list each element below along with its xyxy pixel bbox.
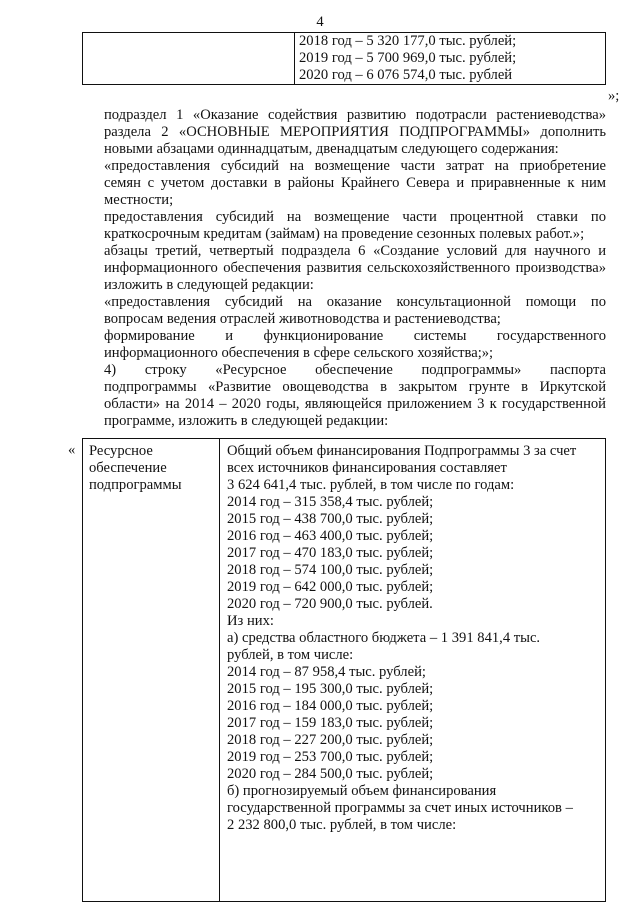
opening-quote-mark: «: [68, 442, 76, 458]
text-line: «предоставления субсидий на оказание консультационной помощи по: [104, 294, 606, 310]
resource-support-table: [82, 438, 606, 902]
text-line: 4) строку «Ресурсное обеспечение подпрограммы» паспорта: [104, 362, 606, 378]
text-line: абзацы третий, четвертый подраздела 6 «Создание условий для научного и: [104, 243, 606, 259]
detail-line: 2016 год – 463 400,0 тыс. рублей;: [227, 528, 434, 544]
paragraph-subsection-1: [70, 107, 606, 158]
text-line: раздела 2 «ОСНОВНЫЕ МЕРОПРИЯТИЯ ПОДПРОГРАММЫ» дополнить: [104, 124, 606, 140]
text-line: семян с учетом доставки в районы Крайнего Севера и приравненные к ним: [104, 175, 606, 191]
detail-line: 2020 год – 720 900,0 тыс. рублей.: [227, 596, 433, 612]
detail-line: 3 624 641,4 тыс. рублей, в том числе по годам:: [227, 477, 515, 493]
detail-line: 2014 год – 315 358,4 тыс. рублей;: [227, 494, 434, 510]
text-line: местности;: [104, 192, 174, 208]
detail-line: а) средства областного бюджета – 1 391 841,4 тыс.: [227, 630, 541, 646]
detail-line: б) прогнозируемый объем финансирования: [227, 783, 497, 799]
text-line: подпрограммы «Развитие овощеводства в закрытом грунте в Иркутской: [104, 379, 606, 395]
text-line: программе, изложить в следующей редакции:: [104, 413, 389, 429]
text-line: предоставления субсидий на возмещение части процентной ставки по: [104, 209, 606, 225]
detail-line: 2018 год – 574 100,0 тыс. рублей;: [227, 562, 434, 578]
text-line: «предоставления субсидий на возмещение части затрат на приобретение: [104, 158, 606, 174]
detail-line: 2 232 800,0 тыс. рублей, в том числе:: [227, 817, 457, 833]
label-line: обеспечение: [89, 460, 167, 476]
detail-line: Из них:: [227, 613, 274, 629]
text-line: области» на 2014 – 2020 годы, являющейся приложением 3 к государственной: [104, 396, 606, 412]
empty-label-cell: [83, 33, 295, 85]
detail-line: 2014 год – 87 958,4 тыс. рублей;: [227, 664, 426, 680]
detail-line: рублей, в том числе:: [227, 647, 354, 663]
continued-funding-table: [82, 32, 606, 85]
label-line: подпрограммы: [89, 477, 182, 493]
funding-line-2019: 2019 год – 5 700 969,0 тыс. рублей;: [299, 50, 517, 66]
text-line: краткосрочным кредитам (займам) на проведение сезонных полевых работ.»;: [104, 226, 585, 242]
detail-line: 2018 год – 227 200,0 тыс. рублей;: [227, 732, 434, 748]
paragraph-subsection-6: [70, 243, 606, 294]
detail-line: 2019 год – 253 700,0 тыс. рублей;: [227, 749, 434, 765]
text-line: формирование и функционирование системы государственного: [104, 328, 606, 344]
paragraph-seeds-subsidy: [70, 158, 606, 209]
detail-line: 2017 год – 470 183,0 тыс. рублей;: [227, 545, 434, 561]
detail-line: 2016 год – 184 000,0 тыс. рублей;: [227, 698, 434, 714]
amendment-text: [70, 107, 606, 430]
detail-line: государственной программы за счет иных источников –: [227, 800, 573, 816]
paragraph-consulting-subsidy: [70, 294, 606, 328]
text-line: вопросам ведения отраслей животноводства и растениеводства;: [104, 311, 501, 327]
text-line: информационного обеспечения в сфере сельского хозяйства;»;: [104, 345, 494, 361]
resource-label-cell: [83, 439, 220, 902]
detail-line: 2015 год – 195 300,0 тыс. рублей;: [227, 681, 434, 697]
funding-line-2020: 2020 год – 6 076 574,0 тыс. рублей: [299, 67, 513, 83]
funding-line-2018: 2018 год – 5 320 177,0 тыс. рублей;: [299, 33, 517, 49]
detail-line: всех источников финансирования составляет: [227, 460, 507, 476]
text-line: подраздел 1 «Оказание содействия развитию подотрасли растениеводства»: [104, 107, 606, 123]
resource-details-cell: [220, 439, 606, 902]
detail-line: 2017 год – 159 183,0 тыс. рублей;: [227, 715, 434, 731]
detail-line: 2020 год – 284 500,0 тыс. рублей;: [227, 766, 434, 782]
paragraph-information-system: [70, 328, 606, 362]
paragraph-item-4: [70, 362, 606, 430]
text-line: информационного обеспечения развития сельскохозяйственного производства»: [104, 260, 606, 276]
closing-quote-mark: »;: [608, 88, 620, 104]
text-line: изложить в следующей редакции:: [104, 277, 314, 293]
label-line: Ресурсное: [89, 443, 153, 459]
detail-line: 2019 год – 642 000,0 тыс. рублей;: [227, 579, 434, 595]
detail-line: 2015 год – 438 700,0 тыс. рублей;: [227, 511, 434, 527]
page-number: 4: [316, 14, 324, 30]
detail-line: Общий объем финансирования Подпрограммы 3 за счет: [227, 443, 577, 459]
funding-values-cell: [295, 33, 606, 85]
text-line: новыми абзацами одиннадцатым, двенадцатым следующего содержания:: [104, 141, 559, 157]
paragraph-interest-subsidy: [70, 209, 606, 243]
